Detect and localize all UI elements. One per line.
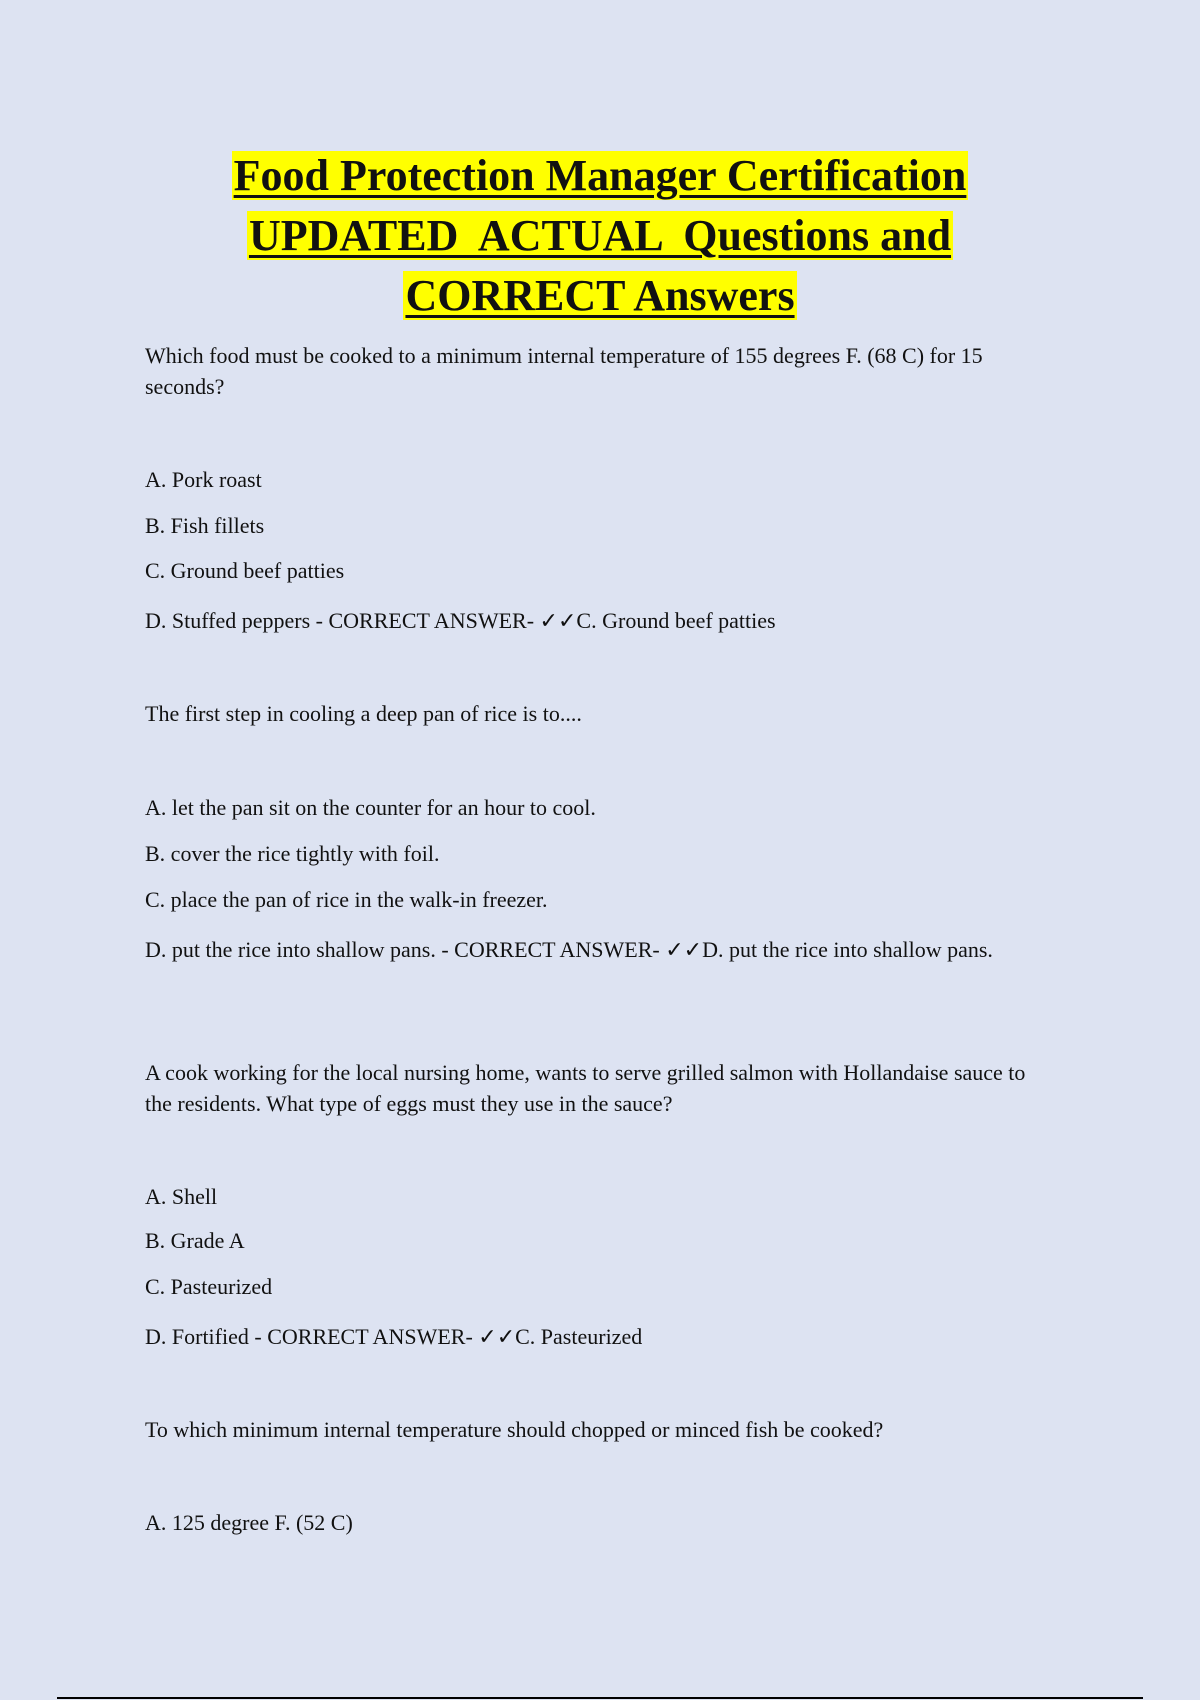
question-2-option-d-answer: D. put the rice into shallow pans. - CORRECT ANSWER- ✓✓D. put the rice into shallow pans. xyxy=(145,937,993,962)
question-1-option-d-answer: D. Stuffed peppers - CORRECT ANSWER- ✓✓C. Ground beef patties xyxy=(145,608,776,633)
question-4-text: To which minimum internal temperature should chopped or minced fish be cooked? xyxy=(145,1417,884,1442)
title-line-1: Food Protection Manager Certification xyxy=(233,151,967,200)
question-3-text: A cook working for the local nursing home, wants to serve grilled salmon with Hollandaise sauce to the residents. What type of eggs must they use in the sauce? xyxy=(145,1060,1026,1116)
question-1-option-c: C. Ground beef patties xyxy=(145,558,345,583)
question-1-text: Which food must be cooked to a minimum internal temperature of 155 degrees F. (68 C) for 15 seconds? xyxy=(145,343,983,399)
question-3-option-d-answer: D. Fortified - CORRECT ANSWER- ✓✓C. Pasteurized xyxy=(145,1324,643,1349)
document-title xyxy=(100,146,1100,326)
title-line-3: CORRECT Answers xyxy=(405,271,795,320)
question-3-option-a: A. Shell xyxy=(145,1184,218,1209)
question-1-option-b: B. Fish fillets xyxy=(145,513,265,538)
question-2-text: The first step in cooling a deep pan of rice is to.... xyxy=(145,701,582,726)
question-4-option-a: A. 125 degree F. (52 C) xyxy=(145,1510,353,1535)
title-line-2: UPDATED ACTUAL Questions and xyxy=(248,211,952,260)
question-3-option-c: C. Pasteurized xyxy=(145,1274,273,1299)
question-3-option-b: B. Grade A xyxy=(145,1228,245,1253)
page-bottom-rule xyxy=(57,1697,1143,1699)
question-1-option-a: A. Pork roast xyxy=(145,467,262,492)
question-2-option-a: A. let the pan sit on the counter for an hour to cool. xyxy=(145,795,596,820)
question-2-option-c: C. place the pan of rice in the walk-in freezer. xyxy=(145,887,548,912)
question-2-option-b: B. cover the rice tightly with foil. xyxy=(145,841,440,866)
